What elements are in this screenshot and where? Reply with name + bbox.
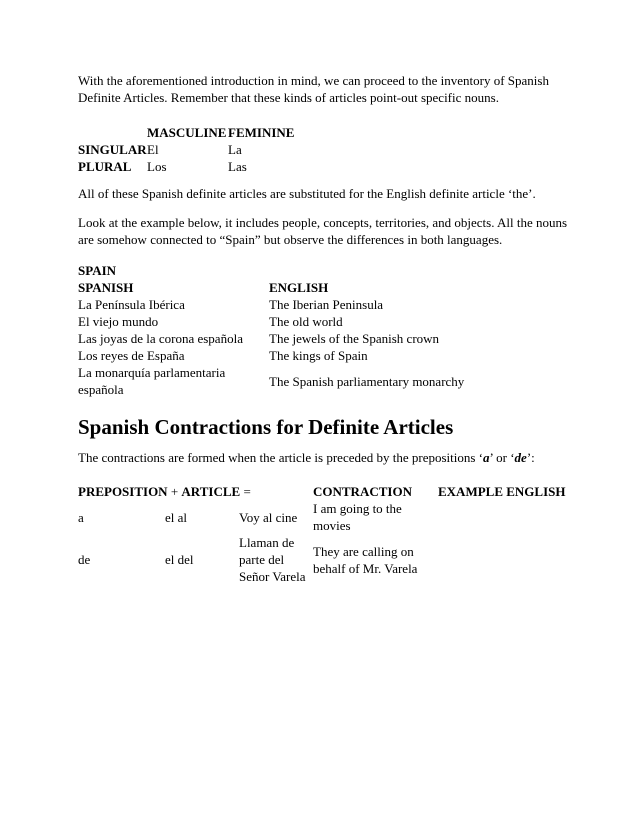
preposition-cell: de [78,552,91,567]
table-row [78,500,566,534]
masculine-singular: El [147,142,159,157]
document-page [78,72,578,585]
contraction-cell: el del [165,552,194,567]
spain-table [78,262,464,398]
table-row [78,313,464,330]
row-label-singular: SINGULAR [78,142,147,157]
feminine-singular: La [228,142,242,157]
spanish-cell: Las joyas de la corona española [78,331,243,346]
spain-title-blank [269,262,464,279]
english-cell: The Spanish parliamentary monarchy [269,373,465,389]
header-contraction: CONTRACTION [313,483,412,499]
spanish-cell: Los reyes de España [78,348,185,363]
header-article: ARTICLE [181,483,241,499]
contractions-heading: Spanish Contractions for Definite Articles [78,415,454,439]
table-row [78,158,294,175]
table-row [78,141,294,158]
masculine-plural: Los [147,159,167,174]
header-preposition-article [78,482,313,500]
header-blank-cell [78,124,147,141]
spain-header-row [78,279,464,296]
intro-text-before: The contractions are formed when the article is preceded by the prepositions ‘ [78,450,484,465]
example-note: Look at the example below, it includes people, concepts, territories, and objects. All the nouns are somehow connected to “Spain” but observe the differences in both languages. [78,215,568,247]
spain-title-row [78,262,464,279]
substitution-note: All of these Spanish definite articles are substituted for the English definite article ‘the’. [78,186,536,201]
intro-paragraph: With the aforementioned introduction in mind, we can proceed to the inventory of Spanish Definite Articles. Remember that these kinds of articles point-out specific nouns. [78,73,549,105]
header-preposition: PREPOSITION [78,483,168,499]
empty-cell [438,500,566,534]
english-cell: The Iberian Peninsula [269,297,384,312]
table-row [78,330,464,347]
spain-title: SPAIN [78,263,117,278]
header-feminine: FEMININE [228,125,295,140]
english-cell: I am going to the movies [313,501,402,533]
definite-article-header-row [78,124,294,141]
preposition-a: a [483,450,490,465]
english-cell: They are calling on behalf of Mr. Varela [313,543,418,576]
spanish-cell: El viejo mundo [78,314,159,329]
row-label-plural: PLURAL [78,159,132,174]
header-equals: = [240,483,251,499]
contraction-table [78,482,566,585]
example-cell: Llaman de parte del Señor Varela [239,535,306,584]
header-example-english: EXAMPLE ENGLISH [438,483,566,499]
intro-text-middle: ’ or ‘ [489,450,515,465]
preposition-cell: a [78,509,84,525]
preposition-de: de [514,450,527,465]
table-row [78,347,464,364]
english-cell: The kings of Spain [269,348,368,363]
contraction-cell: el al [165,509,188,525]
contractions-intro [78,449,578,466]
header-plus: + [167,483,182,499]
english-cell: The old world [269,314,343,329]
feminine-plural: Las [228,159,247,174]
table-row [78,534,566,585]
example-cell: Voy al cine [239,509,298,525]
empty-cell [438,534,566,585]
header-english: ENGLISH [269,280,329,295]
english-cell: The jewels of the Spanish crown [269,331,440,346]
table-row [78,296,464,313]
intro-text-after: ’: [526,450,535,465]
header-masculine: MASCULINE [147,125,227,140]
spanish-cell: La Península Ibérica [78,297,185,312]
header-spanish: SPANISH [78,280,134,295]
contraction-header-row [78,482,566,500]
spanish-cell: La monarquía parlamentaria española [78,365,226,397]
definite-article-table [78,124,294,175]
table-row [78,364,464,398]
